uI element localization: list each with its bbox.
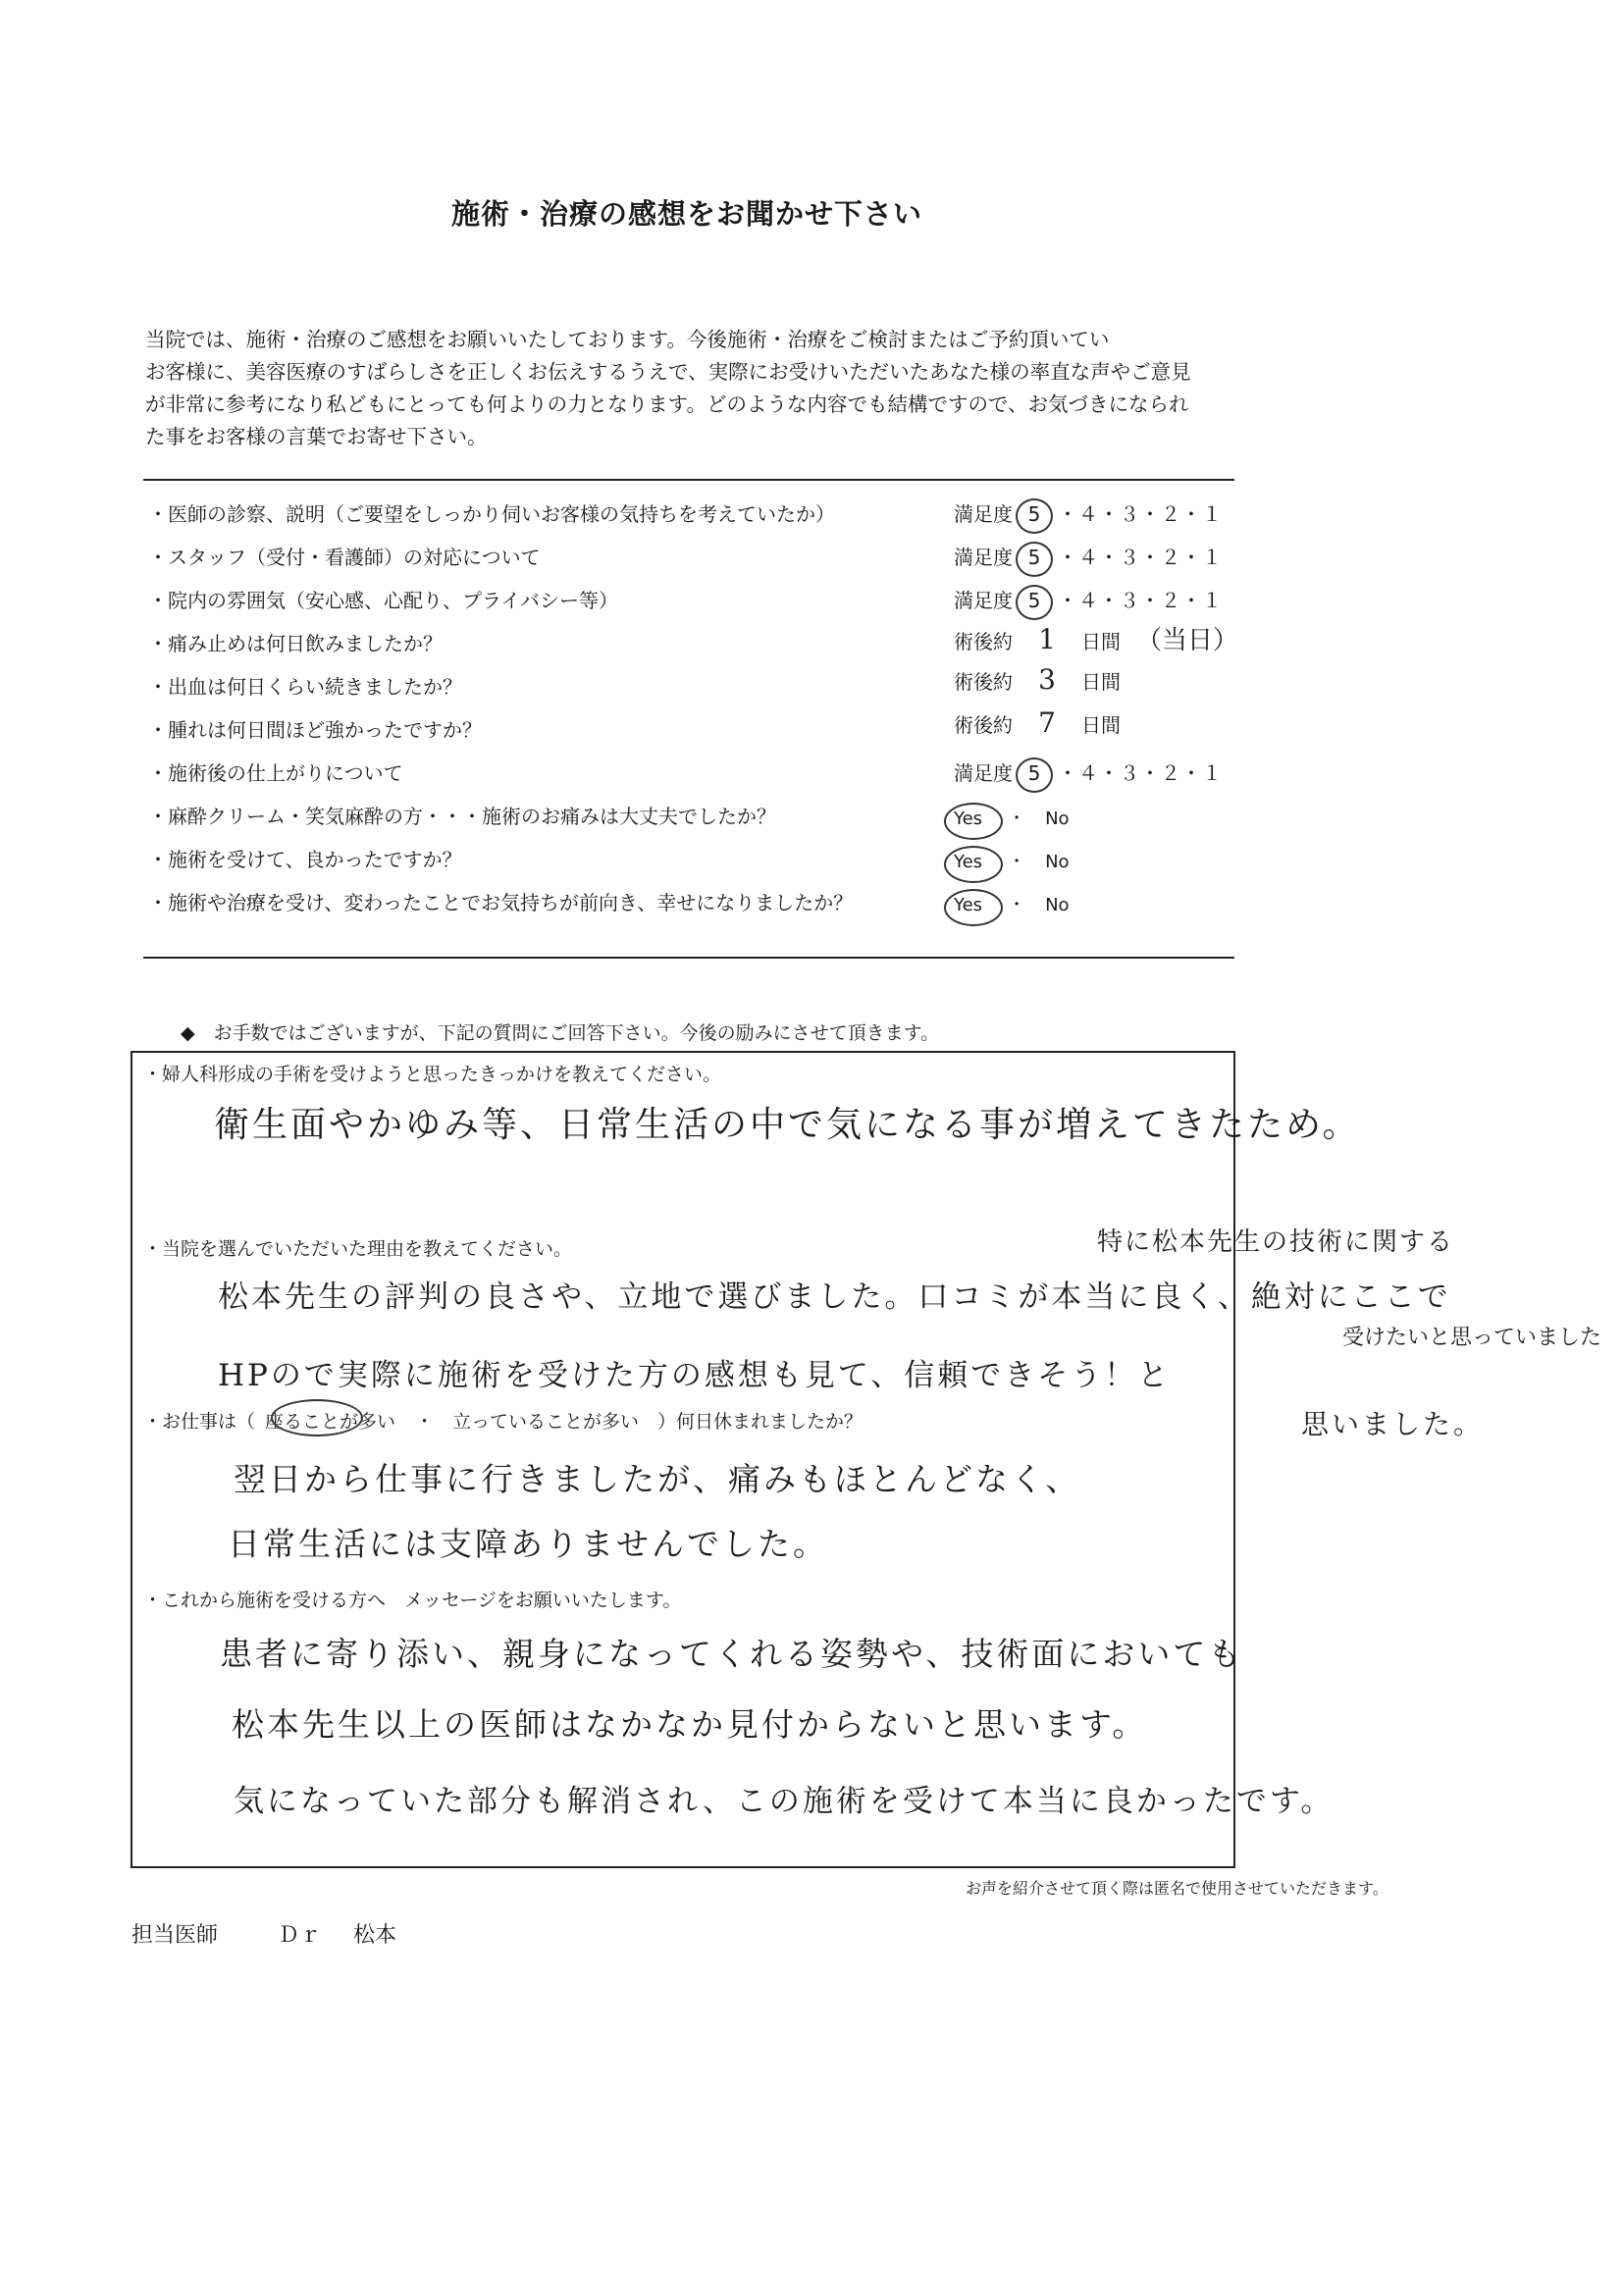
question-message: ・これから施術を受ける方へ メッセージをお願いいたします。 <box>143 1590 682 1611</box>
satisfaction-label: 満足度 <box>954 546 1013 569</box>
answer-reason-line1: 松本先生の評判の良さや、立地で選びました。口コミが本当に良く、絶対にここで <box>218 1279 1451 1315</box>
question-work-suffix: ・ 立っていることが多い ）何日休まれましたか？ <box>415 1411 864 1433</box>
yes-circled: Yes <box>950 852 986 872</box>
anonymity-footnote: お声を紹介させて頂く際は匿名で使用させていただきます。 <box>966 1879 1388 1898</box>
satisfaction-label: 満足度 <box>954 761 1013 785</box>
doctor-in-charge <box>131 1918 396 1949</box>
question-satisfied: ・施術を受けて、良かったですか？ <box>148 848 462 871</box>
answer-painkiller <box>954 620 1238 656</box>
question-staff: ・スタッフ（受付・看護師）の対応について <box>148 546 541 569</box>
answer-motivation: 衛生面やかゆみ等、日常生活の中で気になる事が増えてきたため。 <box>214 1105 1361 1145</box>
question-anesthesia: ・麻酔クリーム・笑気麻酔の方・・・施術のお痛みは大丈夫でしたか？ <box>148 805 776 828</box>
question-motivation: ・婦人科形成の手術を受けようと思ったきっかけを教えてください。 <box>143 1064 722 1085</box>
satisfaction-label: 満足度 <box>954 589 1013 612</box>
score-5-circled: 5 <box>1021 589 1048 612</box>
question-swelling: ・腫れは何日間ほど強かったですか？ <box>148 718 482 742</box>
selection-oval <box>271 1399 363 1436</box>
question-doctor-exam: ・医師の診察、説明（ご要望をしっかり伺いお客様の気持ちを考えていたか） <box>148 502 835 526</box>
question-work <box>143 1407 863 1434</box>
rating-staff <box>954 542 1223 570</box>
intro-line: 当院では、施術・治療のご感想をお願いいたしております。今後施術・治療をご検討またはご予約頂いてい <box>145 328 1110 351</box>
intro-line: が非常に参考になり私どもにとっても何よりの力となります。どのような内容でも結構ですので、お気づきになられ <box>145 392 1189 416</box>
swelling-days: 7 <box>1038 706 1056 739</box>
days-label: 日間 <box>1081 670 1121 694</box>
other-scores: ・４・３・２・１ <box>1058 589 1223 612</box>
post-label: 術後約 <box>954 630 1013 653</box>
answer-satisfied <box>950 848 1070 873</box>
score-5-circled: 5 <box>1021 502 1048 526</box>
bleeding-days: 3 <box>1038 663 1056 696</box>
answer-anesthesia <box>950 805 1070 830</box>
other-scores: ・４・３・２・１ <box>1058 761 1223 785</box>
divider-top <box>143 479 1234 481</box>
painkiller-note: （当日） <box>1136 626 1239 655</box>
instruction-note: ◆ お手数ではございますが、下記の質問にご回答下さい。今後の励みにさせて頂きます。 <box>181 1022 940 1044</box>
intro-line: た事をお客様の言葉でお寄せ下さい。 <box>145 425 488 448</box>
score-5-circled: 5 <box>1021 761 1048 785</box>
yes-circled: Yes <box>950 809 986 829</box>
answer-positive <box>950 891 1070 916</box>
work-option-sitting: 座ることが多い <box>265 1411 396 1433</box>
answer-reason-line3: 思いました。 <box>1301 1408 1485 1440</box>
answer-message-line2: 松本先生以上の医師はなかなか見付からないと思います。 <box>232 1705 1148 1744</box>
other-scores: ・４・３・２・１ <box>1058 546 1223 569</box>
answer-reason-right: 受けたいと思っていました <box>1342 1326 1602 1350</box>
yes-circled: Yes <box>950 895 986 915</box>
intro-text <box>145 324 1244 453</box>
post-label: 術後約 <box>954 670 1013 694</box>
rating-finish <box>954 757 1223 786</box>
painkiller-days: 1 <box>1038 623 1056 655</box>
work-option-sitting-circled <box>265 1407 395 1434</box>
satisfaction-label: 満足度 <box>954 502 1013 526</box>
separator-dot: ・ <box>1008 852 1026 872</box>
doctor-prefix: Ｄｒ <box>278 1923 322 1948</box>
page-title: 施術・治療の感想をお聞かせ下さい <box>450 197 922 231</box>
answer-message-line1: 患者に寄り添い、親身になってくれる姿勢や、技術面においても <box>220 1635 1244 1673</box>
rating-atmosphere <box>954 585 1223 613</box>
answer-reason-above: 特に松本先生の技術に関する <box>1097 1227 1455 1257</box>
question-work-prefix: ・お仕事は（ <box>143 1411 256 1433</box>
question-finish: ・施術後の仕上がりについて <box>148 761 403 785</box>
question-positive: ・施術や治療を受け、変わったことでお気持ちが前向き、幸せになりましたか？ <box>148 891 854 914</box>
no-option: No <box>1045 895 1070 915</box>
doctor-label: 担当医師 <box>131 1923 219 1948</box>
no-option: No <box>1045 852 1070 872</box>
no-option: No <box>1045 809 1070 829</box>
doctor-name: 松本 <box>353 1923 397 1948</box>
question-bleeding: ・出血は何日くらい続きましたか？ <box>148 675 462 699</box>
answer-work-line2: 日常生活には支障ありませんでした。 <box>228 1525 828 1563</box>
intro-line: お客様に、美容医療のすばらしさを正しくお伝えするうえで、実際にお受けいただいたあなた様の率直な声やご意見 <box>145 360 1191 384</box>
separator-dot: ・ <box>1008 895 1026 915</box>
question-painkiller: ・痛み止めは何日飲みましたか？ <box>148 632 443 655</box>
question-reason: ・当院を選んでいただいた理由を教えてください。 <box>143 1238 573 1260</box>
days-label: 日間 <box>1081 630 1121 653</box>
separator-dot: ・ <box>1008 809 1026 829</box>
days-label: 日間 <box>1081 713 1121 737</box>
other-scores: ・４・３・２・１ <box>1058 502 1223 526</box>
post-label: 術後約 <box>954 713 1013 737</box>
score-5-circled: 5 <box>1021 546 1048 569</box>
divider-bottom <box>143 957 1234 959</box>
rating-doctor-exam <box>954 498 1223 527</box>
answer-work-line1: 翌日から仕事に行きましたが、痛みもほとんどなく、 <box>234 1460 1081 1498</box>
question-atmosphere: ・院内の雰囲気（安心感、心配り、プライバシー等） <box>148 589 618 612</box>
answer-reason-line2: HPので実際に施術を受けた方の感想も見て、信頼できそう！と <box>218 1358 1172 1393</box>
answer-bleeding <box>954 663 1121 696</box>
answer-message-line3: 気になっていた部分も解消され、この施術を受けて本当に良かったです。 <box>234 1784 1335 1819</box>
answer-swelling <box>954 706 1121 739</box>
